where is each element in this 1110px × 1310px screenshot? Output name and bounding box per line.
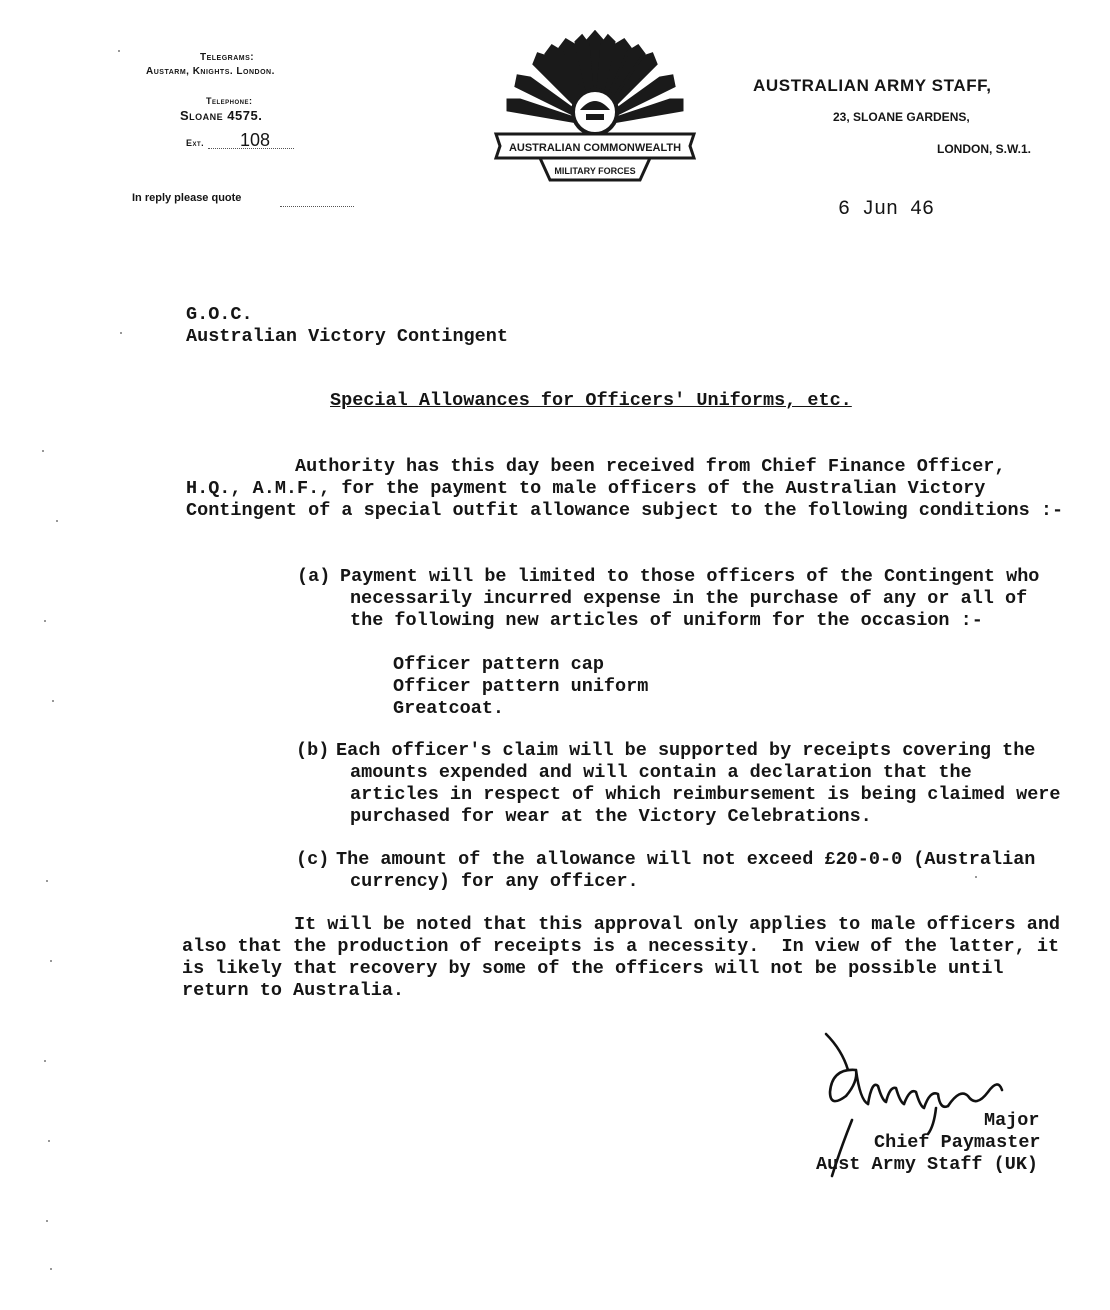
svg-text:AUSTRALIAN COMMONWEALTH: AUSTRALIAN COMMONWEALTH: [508, 142, 682, 154]
intro-line: Authority has this day been received from Chief Finance Officer,: [295, 456, 1006, 477]
scan-speck: [46, 1220, 48, 1222]
item-a-label: (a): [297, 566, 331, 587]
item-c-label: (c): [296, 849, 330, 870]
uniform-article: Greatcoat.: [393, 698, 505, 719]
item-c-line: currency) for any officer.: [350, 871, 639, 892]
intro-line: Contingent of a special outfit allowance subject to the following conditions :-: [186, 500, 1064, 521]
item-b-line: articles in respect of which reimbursement is being claimed were: [350, 784, 1061, 805]
telephone-label: Telephone:: [206, 96, 253, 106]
item-a-line: necessarily incurred expense in the purchase of any or all of: [350, 588, 1028, 609]
telegrams-address: Austarm, Knights. London.: [146, 66, 275, 77]
signatory-unit: Aust Army Staff (UK): [816, 1154, 1039, 1175]
item-b-label: (b): [296, 740, 330, 761]
item-b-line: amounts expended and will contain a declaration that the: [350, 762, 972, 783]
scan-speck: [118, 50, 120, 52]
scan-speck: [42, 450, 44, 452]
reply-quote-label: In reply please quote: [132, 192, 242, 204]
recipient-line-2: Australian Victory Contingent: [186, 326, 508, 347]
telegrams-label: Telegrams:: [200, 52, 255, 63]
ext-label: Ext.: [186, 138, 205, 148]
scan-speck: [50, 1268, 52, 1270]
scan-speck: [44, 1060, 46, 1062]
scan-speck: [120, 332, 122, 334]
item-c-line: The amount of the allowance will not exceed £20-0-0 (Australian: [336, 849, 1036, 870]
address-line-1: 23, SLOANE GARDENS,: [833, 110, 970, 124]
rising-sun-badge-logo: [490, 30, 700, 190]
letter-date: 6 Jun 46: [838, 198, 935, 221]
uniform-article: Officer pattern cap: [393, 654, 604, 675]
scan-speck: [50, 960, 52, 962]
scan-speck: [52, 700, 54, 702]
closing-line: It will be noted that this approval only applies to male officers and: [294, 914, 1061, 935]
closing-line: return to Australia.: [182, 980, 405, 1001]
item-a-line: the following new articles of uniform for the occasion :-: [350, 610, 983, 631]
reply-dotted-line: [280, 206, 354, 207]
address-line-2: LONDON, S.W.1.: [937, 142, 1032, 156]
scan-speck: [48, 1140, 50, 1142]
scan-speck: [44, 620, 46, 622]
recipient-line-1: G.O.C.: [186, 304, 253, 325]
ext-value: 108: [240, 130, 271, 150]
item-b-line: purchased for wear at the Victory Celebrations.: [350, 806, 872, 827]
telephone-number: Sloane 4575.: [180, 108, 263, 123]
uniform-article: Officer pattern uniform: [393, 676, 649, 697]
item-a-line: Payment will be limited to those officers of the Contingent who: [340, 566, 1040, 587]
scan-speck: [46, 880, 48, 882]
closing-line: is likely that recovery by some of the officers will not be possible until: [182, 958, 1004, 979]
subject-heading: Special Allowances for Officers' Uniforms, etc.: [330, 390, 852, 411]
intro-line: H.Q., A.M.F., for the payment to male officers of the Australian Victory: [186, 478, 986, 499]
svg-text:MILITARY FORCES: MILITARY FORCES: [554, 166, 636, 176]
signatory-rank: Major: [984, 1110, 1040, 1131]
closing-line: also that the production of receipts is a necessity. In view of the latter, it: [182, 936, 1060, 957]
scan-speck: [56, 520, 58, 522]
signatory-title: Chief Paymaster: [874, 1132, 1041, 1153]
item-b-line: Each officer's claim will be supported by receipts covering the: [336, 740, 1036, 761]
scan-speck: [975, 876, 977, 878]
organization-name: AUSTRALIAN ARMY STAFF,: [753, 76, 992, 95]
